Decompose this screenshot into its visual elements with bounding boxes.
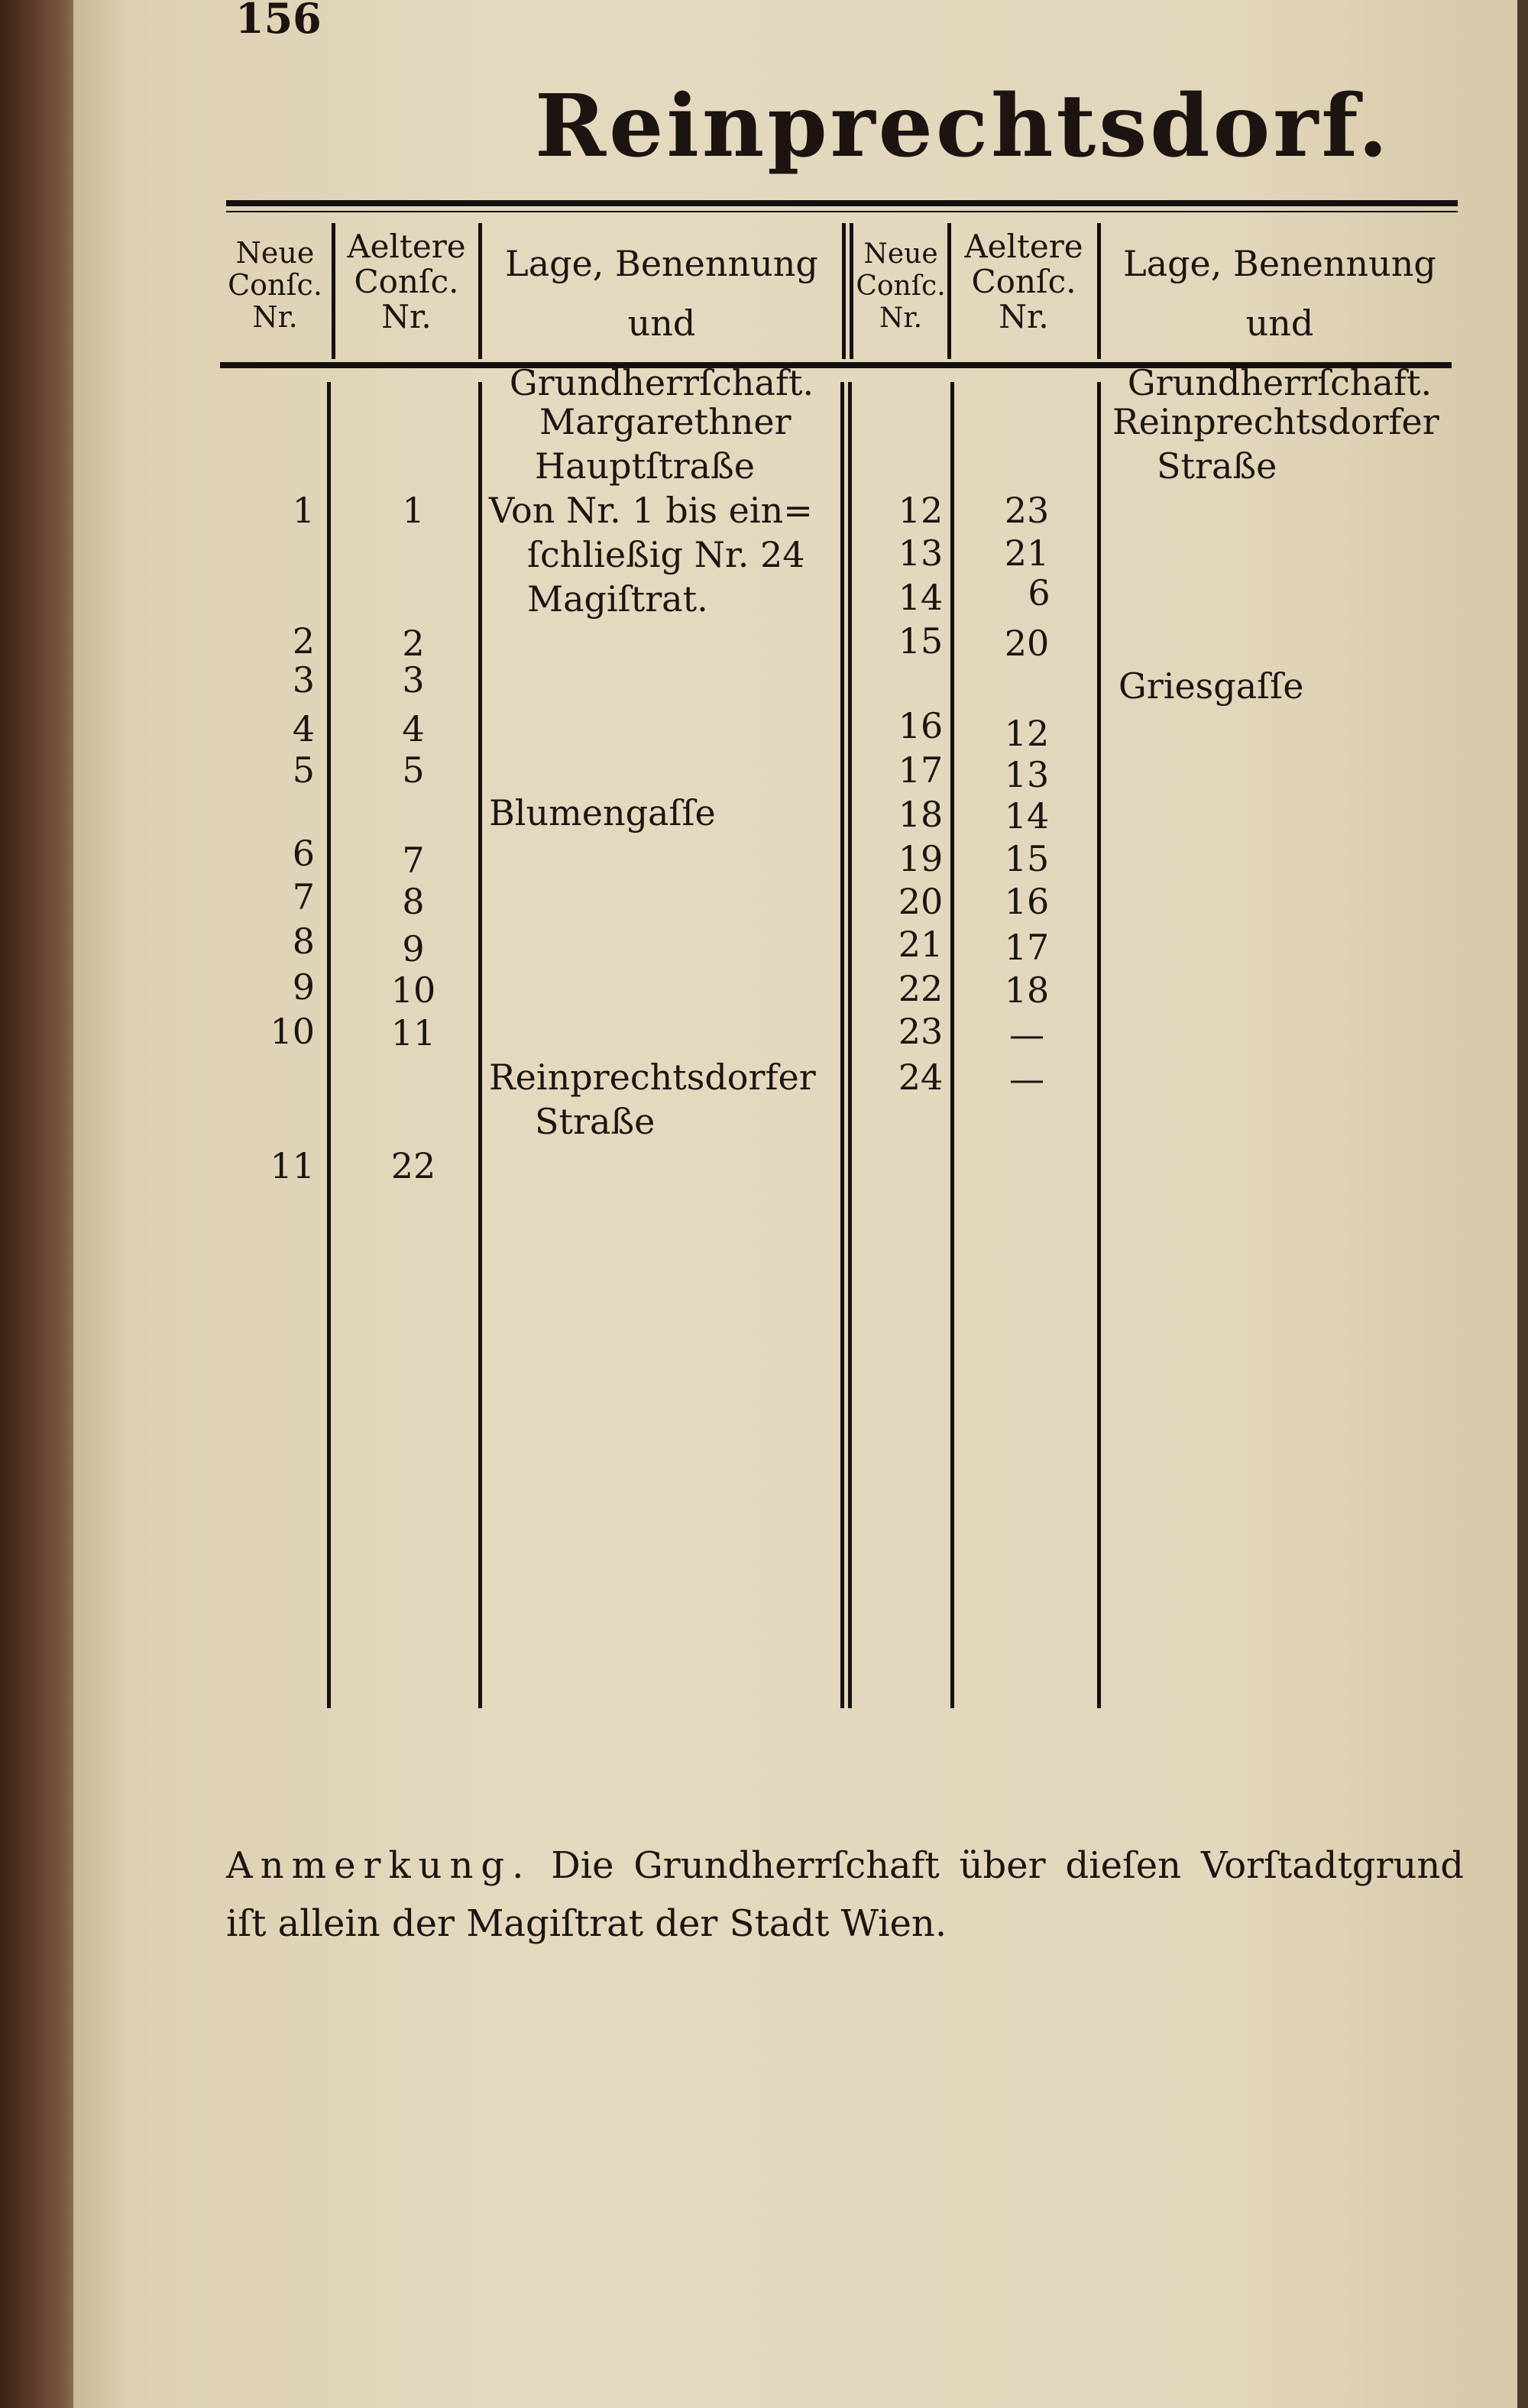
page-title: Reinprechtsdorf. [535,76,1391,176]
right-new-nr: 18 [898,794,944,835]
left-location: Hauptſtraße [535,445,755,487]
right-location: Reinprechtsdorfer [1112,401,1439,442]
right-new-nr: 12 [898,490,944,531]
header-location-right: Lage, Benennung und Grundherrſchaft. [1123,243,1436,403]
left-old-nr: 1 [402,490,425,531]
left-location: Magiſtrat. [527,578,708,620]
column-divider [1097,223,1101,359]
right-new-nr: 17 [898,749,944,791]
right-location: Straße [1157,445,1277,487]
header-location: Lage, Benennung und Grundherrſchaft. [505,243,818,403]
column-divider [842,223,846,359]
column-divider [947,223,951,359]
left-new-nr: 3 [292,659,315,701]
footnote-heading: Anmerkung. [226,1844,532,1887]
right-old-nr: — [1009,1058,1044,1099]
right-new-nr: 21 [898,924,944,965]
page-edge [1517,0,1528,2408]
left-old-nr: 7 [402,840,425,881]
column-divider [850,223,853,359]
left-location: Reinprechtsdorfer [489,1057,816,1098]
column-divider [840,382,844,1708]
right-old-nr: 16 [1004,881,1050,922]
left-old-nr: 10 [390,969,436,1011]
header-old-nr: Aeltere Conſc. Nr. [347,228,466,335]
left-new-nr: 6 [292,833,315,874]
left-old-nr: 3 [402,659,425,701]
right-new-nr: 20 [898,881,944,922]
right-old-nr: 20 [1004,623,1050,664]
column-divider [327,382,331,1708]
left-old-nr: 9 [402,928,425,969]
column-divider [332,223,335,359]
left-new-nr: 1 [292,490,315,531]
left-old-nr: 4 [402,708,425,749]
right-new-nr: 15 [898,620,944,662]
right-new-nr: 24 [898,1057,944,1098]
right-location: Griesgaſſe [1118,665,1304,707]
right-old-nr: 21 [1004,532,1050,574]
left-new-nr: 10 [270,1011,315,1052]
left-old-nr: 2 [402,623,425,664]
left-old-nr: 8 [402,881,425,922]
header-top-rule-thin [226,211,1458,212]
left-new-nr: 8 [292,921,315,962]
right-old-nr: 6 [1028,572,1050,613]
left-new-nr: 5 [292,749,315,791]
left-location: Straße [535,1101,656,1142]
header-new-nr: Neue Conſc. Nr. [228,236,322,334]
right-old-nr: 23 [1004,490,1050,531]
left-new-nr: 11 [270,1145,315,1186]
left-old-nr: 22 [390,1145,436,1186]
right-new-nr: 19 [898,838,944,879]
left-new-nr: 7 [292,876,315,918]
footnote [226,1837,1464,1953]
header-old-nr-right: Aeltere Conſc. Nr. [964,228,1083,335]
left-location: Blumengaſſe [489,792,716,833]
left-new-nr: 4 [292,708,315,749]
right-old-nr: 15 [1004,838,1050,879]
column-divider [1097,382,1101,1708]
left-old-nr: 11 [390,1012,436,1054]
left-old-nr: 5 [402,749,425,791]
right-old-nr: 13 [1004,754,1050,795]
right-old-nr: 12 [1004,713,1050,754]
right-old-nr: 18 [1004,969,1050,1011]
right-new-nr: 14 [898,577,944,618]
right-new-nr: 16 [898,705,944,746]
right-new-nr: 23 [898,1011,944,1052]
column-divider [478,382,482,1708]
footnote-text: Die Grundherrſchaft über dieſen Vorſtadtgrund iſt allein der Magiſtrat der Stadt Wien. [226,1844,1465,1945]
left-new-nr: 9 [292,966,315,1008]
column-divider [478,223,482,359]
right-old-nr: 17 [1004,927,1050,968]
left-new-nr: 2 [292,620,315,662]
left-location: Margarethner [539,401,792,442]
header-top-rule [226,200,1458,206]
left-location: ſchließig Nr. 24 [527,534,805,575]
right-old-nr: 14 [1004,795,1050,837]
page-number: 156 [235,0,322,43]
column-divider [848,382,852,1708]
right-new-nr: 13 [898,532,944,574]
right-old-nr: — [1009,1014,1044,1055]
header-new-nr-right: Neue Conſc. Nr. [856,238,946,334]
right-new-nr: 22 [898,968,944,1009]
left-location: Von Nr. 1 bis ein= [489,490,813,531]
